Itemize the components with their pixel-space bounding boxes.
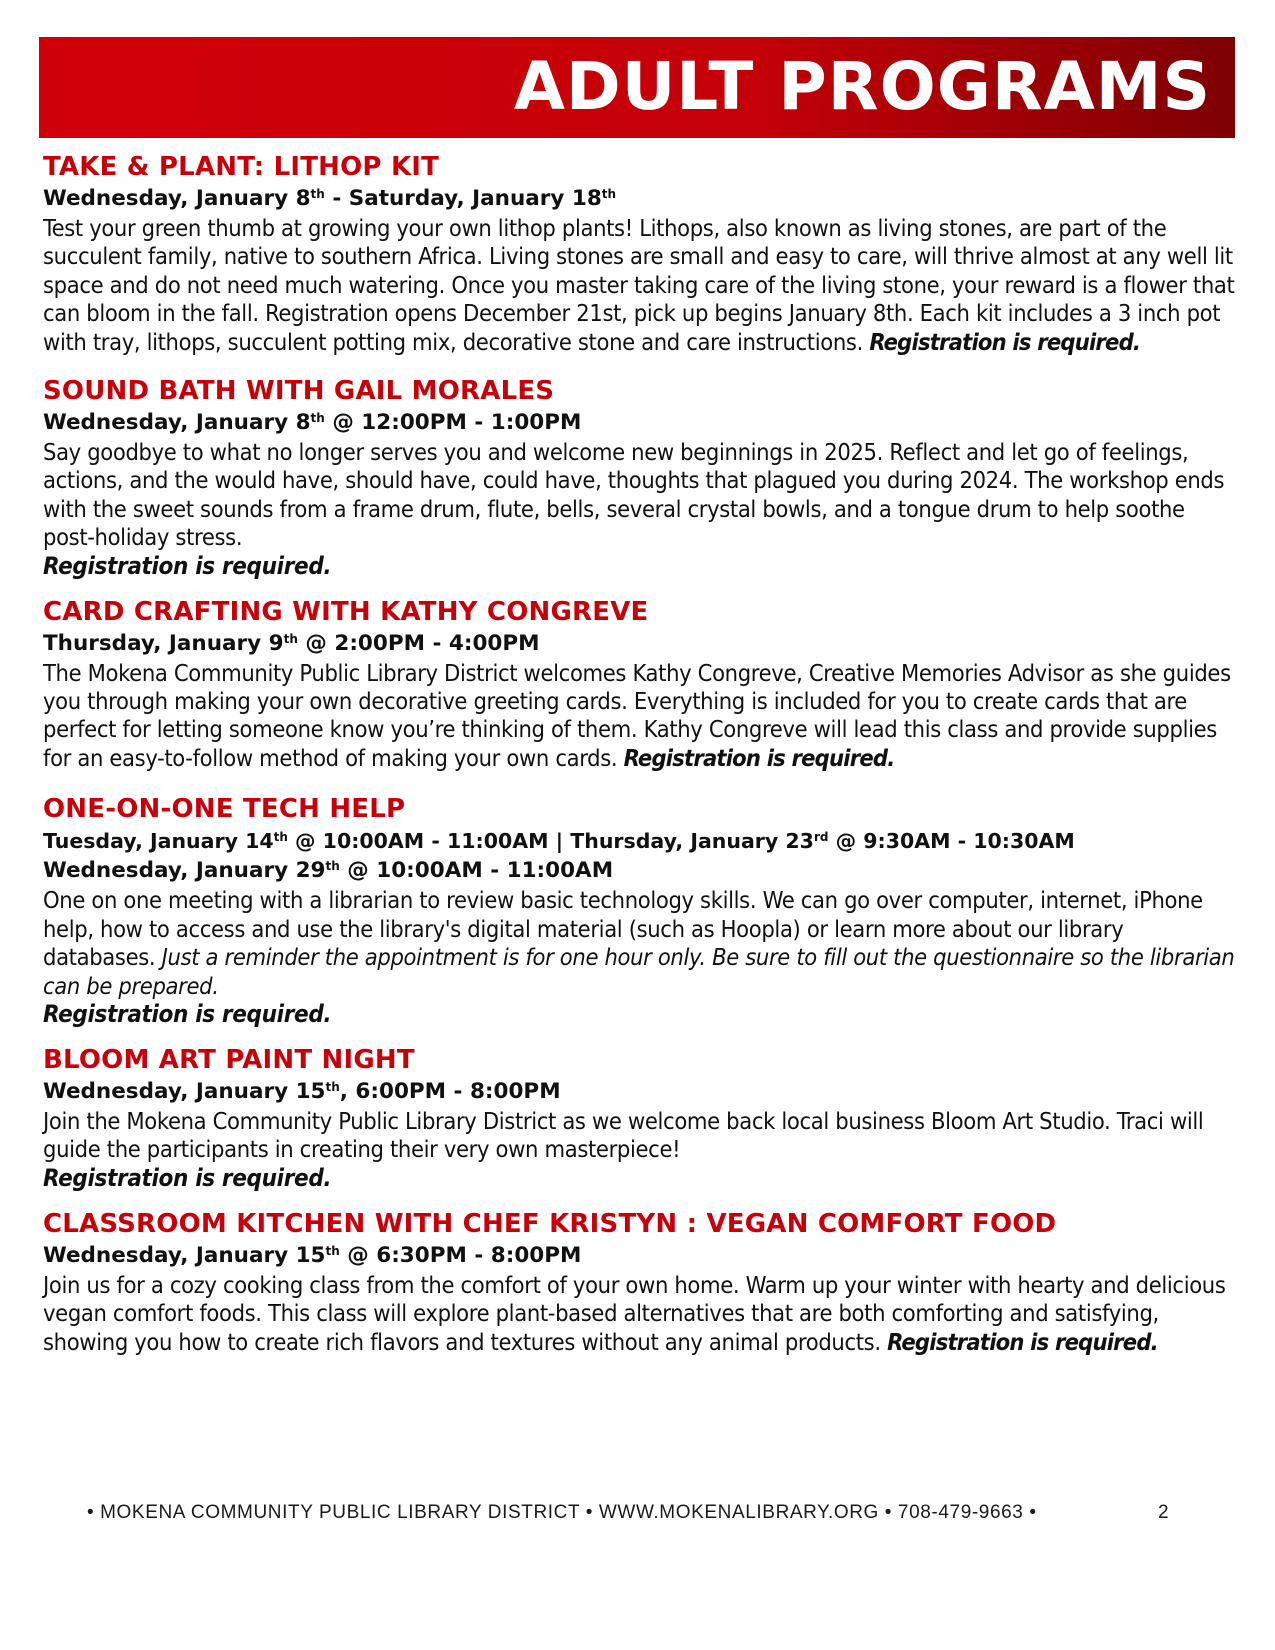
program-title: CLASSROOM KITCHEN WITH CHEF KRISTYN : VEGAN COMFORT FOOD	[43, 1208, 1057, 1239]
registration-note: Registration is required.	[43, 1163, 332, 1192]
registration-note: Registration is required.	[869, 327, 1141, 356]
program-description: The Mokena Community Public Library District welcomes Kathy Congreve, Creative Memories Advisor as she guides you through making your own decorative greeting cards. Everything is included for you to create cards that are perfect for letting someone know you’re thinking of them. Kathy Congreve will lead this class and provide supplies for an easy-to-follow method of making your own cards. Registration is required.	[43, 658, 1231, 772]
program-item	[43, 792, 1238, 1029]
page-number: 2	[1158, 1502, 1170, 1523]
appointment-reminder: Just a reminder the appointment is for one hour only. Be sure to fill out the questionnaire so the librarian can be prepared.	[43, 943, 1235, 1000]
program-description: Join the Mokena Community Public Library District as we welcome back local business Bloom Art Studio. Traci will guide the participants in creating their very own masterpiece! Registration is required.	[43, 1107, 1238, 1193]
program-date-secondary: Wednesday, January 29th @ 10:00AM - 11:00AM	[43, 858, 614, 884]
program-title: ONE-ON-ONE TECH HELP	[43, 794, 406, 825]
footer-contact: • MOKENA COMMUNITY PUBLIC LIBRARY DISTRICT • WWW.MOKENALIBRARY.ORG • 708-479-9663 •	[87, 1502, 1037, 1523]
program-date: Wednesday, January 8th - Saturday, January 18th	[43, 186, 617, 211]
registration-note: Registration is required.	[623, 743, 895, 772]
registration-note: Registration is required.	[43, 551, 332, 580]
registration-note: Registration is required.	[43, 999, 332, 1028]
programs-list	[43, 150, 1238, 1376]
program-description: Test your green thumb at growing your own lithop plants! Lithops, also known as living stones, are part of the succulent family, native to southern Africa. Living stones are small and easy to care, will thrive almost at any well lit space and do not need much watering. Once you master taking care of the living stone, your reward is a flower that can bloom in the fall. Registration opens December 21st, pick up begins January 8th. Each kit includes a 3 inch pot with tray, lithops, succulent potting mix, decorative stone and care instructions. Registration is required.	[43, 214, 1235, 356]
program-date: Thursday, January 9th @ 2:00PM - 4:00PM	[43, 630, 540, 656]
page-title: ADULT PROGRAMS	[513, 48, 1211, 125]
registration-note: Registration is required.	[887, 1327, 1158, 1356]
program-title: TAKE & PLANT: LITHOP KIT	[43, 152, 440, 182]
footer	[0, 1502, 1275, 1532]
program-item	[43, 1207, 1238, 1356]
program-description: Join us for a cozy cooking class from the comfort of your own home. Warm up your winter with hearty and delicious vegan comfort foods. This class will explore plant-based alternatives that are both comforting and satisfying, showing you how to create rich flavors and textures without any animal products. Registration is required.	[43, 1270, 1226, 1356]
program-description: One on one meeting with a librarian to review basic technology skills. We can go over computer, internet, iPhone help, how to access and use the library's digital material (such as Hoopla) or learn more about our library databases. Just a reminder the appointment is for one hour only. Be sure to fill out the questionnaire so the librarian can be prepared. Registration is required.	[43, 886, 1238, 1029]
program-title: SOUND BATH WITH GAIL MORALES	[43, 376, 555, 407]
program-date: Wednesday, January 15th, 6:00PM - 8:00PM	[43, 1078, 561, 1104]
header-banner	[39, 37, 1235, 138]
program-date: Wednesday, January 8th @ 12:00PM - 1:00PM	[43, 410, 582, 436]
program-item	[43, 1043, 1238, 1193]
program-date: Wednesday, January 15th @ 6:30PM - 8:00PM	[43, 1242, 582, 1268]
program-item	[43, 374, 1238, 581]
program-title: CARD CRAFTING WITH KATHY CONGREVE	[43, 596, 649, 627]
program-date: Tuesday, January 14th @ 10:00AM - 11:00AM | Thursday, January 23rd @ 9:30AM - 10:30AM	[43, 829, 1075, 854]
program-description: Say goodbye to what no longer serves you and welcome new beginnings in 2025. Reflect and let go of feelings, actions, and the would have, should have, could have, thoughts that plagued you during 2024. The workshop ends with the sweet sounds from a frame drum, flute, bells, several crystal bowls, and a tongue drum to help soothe post-holiday stress. Registration is required.	[43, 438, 1238, 581]
program-item	[43, 150, 1238, 356]
program-title: BLOOM ART PAINT NIGHT	[43, 1044, 415, 1075]
program-item	[43, 595, 1238, 773]
